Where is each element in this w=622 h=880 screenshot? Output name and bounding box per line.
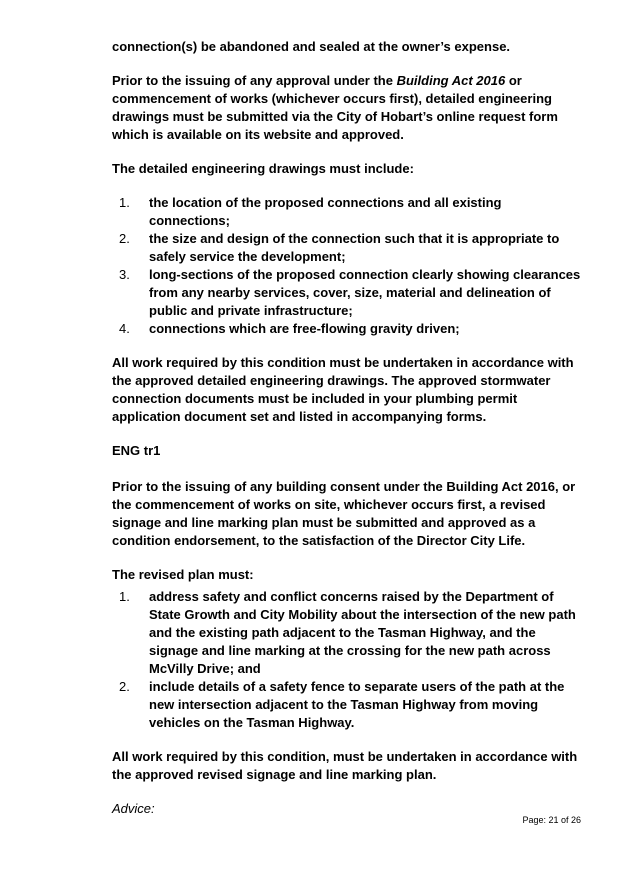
list-text: the size and design of the connection such that it is appropriate to safely service the development; (149, 231, 560, 264)
plan-list (112, 588, 582, 732)
paragraph-drawings-intro: The detailed engineering drawings must include: (112, 161, 414, 176)
paragraph-stormwater: All work required by this condition must be undertaken in accordance with the approved detailed engineering drawings. The approved stormwater connection documents must be included in your plumbing permit application document set and listed in accompanying forms. (112, 355, 574, 424)
paragraph-approval-start: Prior to the issuing of any approval under the (112, 73, 397, 88)
list-number: 1. (119, 195, 130, 210)
paragraph-approval-rest: or commencement of works (whichever occurs first), detailed engineering drawings must be submitted via the City of Hobart’s online request form which is available on its website and approved. (112, 73, 558, 142)
list-text: connections which are free-flowing gravity driven; (149, 321, 460, 336)
list-number: 2. (119, 679, 130, 694)
document-body (112, 38, 582, 834)
building-act-name: Building Act 2016 (396, 73, 506, 88)
list-number: 4. (119, 321, 130, 336)
list-item (112, 588, 582, 678)
list-number: 1. (119, 589, 130, 604)
list-text: address safety and conflict concerns raised by the Department of State Growth and City Mobility about the intersection of the new path and the existing path adjacent to the Tasman Highway, and the signage and line marking at the crossing for the new path across McVilly Drive; and (149, 589, 576, 676)
paragraph-approval (112, 72, 582, 144)
list-item (112, 194, 582, 230)
section-heading: ENG tr1 (112, 443, 161, 458)
paragraph-plan-intro: The revised plan must: (112, 567, 254, 582)
list-text: the location of the proposed connections and all existing connections; (149, 195, 502, 228)
list-item (112, 230, 582, 266)
list-text: include details of a safety fence to separate users of the path at the new intersection adjacent to the Tasman Highway from moving vehicles on the Tasman Highway. (149, 679, 565, 730)
paragraph-signage: Prior to the issuing of any building consent under the Building Act 2016, or the commencement of works on site, whichever occurs first, a revised signage and line marking plan must be submitted and approved as a condition endorsement, to the satisfaction of the Director City Life. (112, 479, 576, 548)
list-item (112, 320, 582, 338)
list-number: 2. (119, 231, 130, 246)
page-number: Page: 21 of 26 (522, 815, 581, 825)
list-item (112, 678, 582, 732)
advice-label: Advice: (112, 801, 155, 816)
paragraph-signage-work: All work required by this condition, must be undertaken in accordance with the approved revised signage and line marking plan. (112, 749, 578, 782)
list-number: 3. (119, 267, 130, 282)
list-text: long-sections of the proposed connection clearly showing clearances from any nearby services, cover, size, material and delineation of public and private infrastructure; (149, 267, 581, 318)
list-item (112, 266, 582, 320)
paragraph-abandon: connection(s) be abandoned and sealed at the owner’s expense. (112, 39, 511, 54)
drawings-list (112, 194, 582, 338)
